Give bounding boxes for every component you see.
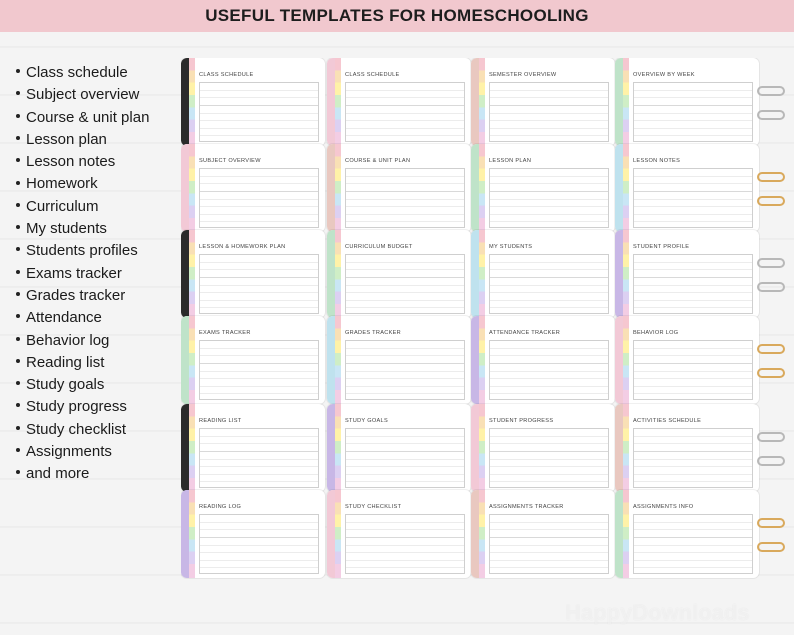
bullet-icon [16,314,20,318]
feature-item [16,352,149,374]
bullet-icon [16,225,20,229]
template-thumbnail [181,316,325,404]
planner-tabs [335,230,341,318]
template-table [345,168,465,228]
feature-item [16,151,149,173]
feature-label: Lesson notes [26,153,116,171]
feature-item [16,307,149,329]
planner-frame [327,58,335,146]
template-thumbnail [615,58,759,146]
binder-rings [757,490,789,578]
template-thumbnail [181,58,325,146]
ring-icon [757,86,785,96]
template-title: STUDY GOALS [345,418,388,424]
ring-icon [757,110,785,120]
bullet-icon [16,114,20,118]
feature-item [16,84,149,106]
bullet-icon [16,247,20,251]
planner-tabs [479,316,485,404]
template-thumbnail [327,316,471,404]
bullet-icon [16,158,20,162]
template-table [345,82,465,142]
feature-item [16,107,149,129]
planner-frame [181,144,189,232]
planner-frame [471,58,479,146]
template-table [489,514,609,574]
template-title: SEMESTER OVERVIEW [489,72,557,78]
template-thumbnail [327,58,471,146]
template-thumbnail [615,144,759,232]
planner-tabs [189,230,195,318]
template-table [489,428,609,488]
bullet-icon [16,426,20,430]
template-thumbnail [471,490,615,578]
feature-label: My students [26,220,107,238]
bullet-icon [16,381,20,385]
template-thumbnail [327,144,471,232]
template-thumbnail [181,230,325,318]
ring-icon [757,518,785,528]
planner-frame [471,404,479,492]
planner-tabs [479,230,485,318]
planner-tabs [335,404,341,492]
planner-frame [615,404,623,492]
feature-item [16,173,149,195]
planner-tabs [623,144,629,232]
feature-label: Class schedule [26,64,128,81]
bullet-icon [16,403,20,407]
bullet-icon [16,69,20,73]
template-title: READING LOG [199,504,242,510]
template-thumbnail [615,316,759,404]
template-title: COURSE & UNIT PLAN [345,158,411,164]
planner-frame [327,144,335,232]
feature-label: Subject overview [26,86,140,104]
binder-rings [757,144,789,232]
binder-rings [757,316,789,404]
planner-frame [615,144,623,232]
feature-item [16,218,149,240]
bullet-icon [16,270,20,274]
planner-frame [471,490,479,578]
planner-tabs [335,58,341,146]
template-title: STUDENT PROGRESS [489,418,554,424]
planner-frame [615,490,623,578]
template-table [633,340,753,400]
template-title: ASSIGNMENTS TRACKER [489,504,564,510]
template-thumbnail [327,230,471,318]
template-table [489,168,609,228]
template-table [633,168,753,228]
planner-tabs [335,490,341,578]
header-banner [0,0,794,32]
bullet-icon [16,448,20,452]
feature-item [16,62,149,84]
template-title: SUBJECT OVERVIEW [199,158,261,164]
bullet-icon [16,136,20,140]
bullet-icon [16,292,20,296]
template-table [633,254,753,314]
template-thumbnail [471,316,615,404]
planner-tabs [189,58,195,146]
feature-label: Assignments [26,443,112,461]
template-title: GRADES TRACKER [345,330,402,336]
ring-icon [757,432,785,442]
feature-label: Reading list [26,353,105,371]
planner-tabs [335,144,341,232]
planner-frame [181,58,189,146]
ring-icon [757,456,785,466]
template-thumbnail [327,490,471,578]
template-table [199,340,319,400]
feature-item [16,285,149,307]
planner-tabs [479,404,485,492]
planner-tabs [623,230,629,318]
ring-icon [757,172,785,182]
planner-frame [615,230,623,318]
feature-item [16,240,149,262]
bullet-icon [16,337,20,341]
template-table [633,82,753,142]
planner-tabs [335,316,341,404]
ring-icon [757,196,785,206]
planner-frame [327,404,335,492]
template-table [345,254,465,314]
ring-icon [757,542,785,552]
feature-item [16,196,149,218]
planner-frame [615,58,623,146]
feature-label: Grades tracker [26,286,126,304]
bullet-icon [16,470,20,474]
watermark: HappyDownloads [565,600,750,625]
planner-tabs [623,58,629,146]
template-table [345,340,465,400]
template-title: ASSIGNMENTS INFO [633,504,694,510]
template-preview-grid [181,58,794,635]
template-table [199,168,319,228]
planner-tabs [479,144,485,232]
planner-frame [327,316,335,404]
template-table [345,428,465,488]
planner-frame [181,404,189,492]
planner-tabs [623,490,629,578]
template-title: CURRICULUM BUDGET [345,244,413,250]
template-table [199,428,319,488]
feature-item [16,374,149,396]
template-thumbnail [615,230,759,318]
planner-tabs [623,404,629,492]
template-title: LESSON & HOMEWORK PLAN [199,244,286,250]
template-table [489,82,609,142]
template-table [199,254,319,314]
ring-icon [757,258,785,268]
planner-tabs [189,404,195,492]
template-title: LESSON PLAN [489,158,532,164]
template-title: STUDY CHECKLIST [345,504,402,510]
planner-frame [181,490,189,578]
planner-frame [181,316,189,404]
template-title: BEHAVIOR LOG [633,330,679,336]
template-table [199,82,319,142]
bullet-icon [16,91,20,95]
planner-frame [471,144,479,232]
bullet-icon [16,359,20,363]
feature-label: Curriculum [26,197,99,215]
template-thumbnail [471,144,615,232]
feature-list [16,62,149,486]
planner-tabs [189,316,195,404]
template-table [633,428,753,488]
template-title: ATTENDANCE TRACKER [489,330,561,336]
feature-label: Study checklist [26,420,127,438]
feature-label: and more [26,465,90,483]
template-thumbnail [181,144,325,232]
template-thumbnail [471,230,615,318]
binder-rings [757,58,789,146]
template-title: READING LIST [199,418,242,424]
planner-frame [181,230,189,318]
feature-label: Study progress [26,398,127,416]
template-title: LESSON NOTES [633,158,681,164]
feature-item [16,463,149,485]
feature-item [16,419,149,441]
feature-label: Attendance [26,309,102,327]
template-table [489,254,609,314]
planner-tabs [479,58,485,146]
bullet-icon [16,181,20,185]
binder-rings [757,404,789,492]
template-title: ACTIVITIES SCHEDULE [633,418,702,424]
template-thumbnail [471,58,615,146]
template-table [489,340,609,400]
feature-item [16,129,149,151]
template-thumbnail [181,404,325,492]
planner-frame [327,230,335,318]
binder-rings [757,230,789,318]
template-table [633,514,753,574]
template-title: OVERVIEW BY WEEK [633,72,695,78]
planner-frame [615,316,623,404]
feature-item [16,396,149,418]
bullet-icon [16,203,20,207]
feature-label: Exams tracker [26,264,122,282]
planner-frame [327,490,335,578]
feature-item [16,263,149,285]
template-thumbnail [615,490,759,578]
planner-tabs [479,490,485,578]
feature-label: Lesson plan [26,130,107,148]
feature-label: Course & unit plan [26,108,150,126]
feature-label: Students profiles [26,242,138,260]
planner-frame [471,316,479,404]
template-thumbnail [327,404,471,492]
template-thumbnail [181,490,325,578]
planner-frame [471,230,479,318]
template-table [199,514,319,574]
ring-icon [757,368,785,378]
feature-label: Behavior log [26,331,110,349]
ring-icon [757,344,785,354]
template-title: CLASS SCHEDULE [345,72,400,78]
template-title: STUDENT PROFILE [633,244,690,250]
planner-tabs [189,144,195,232]
feature-item [16,330,149,352]
feature-item [16,441,149,463]
template-title: EXAMS TRACKER [199,330,251,336]
feature-label: Homework [26,175,98,193]
feature-label: Study goals [26,376,105,394]
template-thumbnail [615,404,759,492]
template-title: MY STUDENTS [489,244,533,250]
ring-icon [757,282,785,292]
template-title: CLASS SCHEDULE [199,72,254,78]
planner-tabs [623,316,629,404]
template-table [345,514,465,574]
planner-tabs [189,490,195,578]
template-thumbnail [471,404,615,492]
banner-title: USEFUL TEMPLATES FOR HOMESCHOOLING [205,6,589,25]
